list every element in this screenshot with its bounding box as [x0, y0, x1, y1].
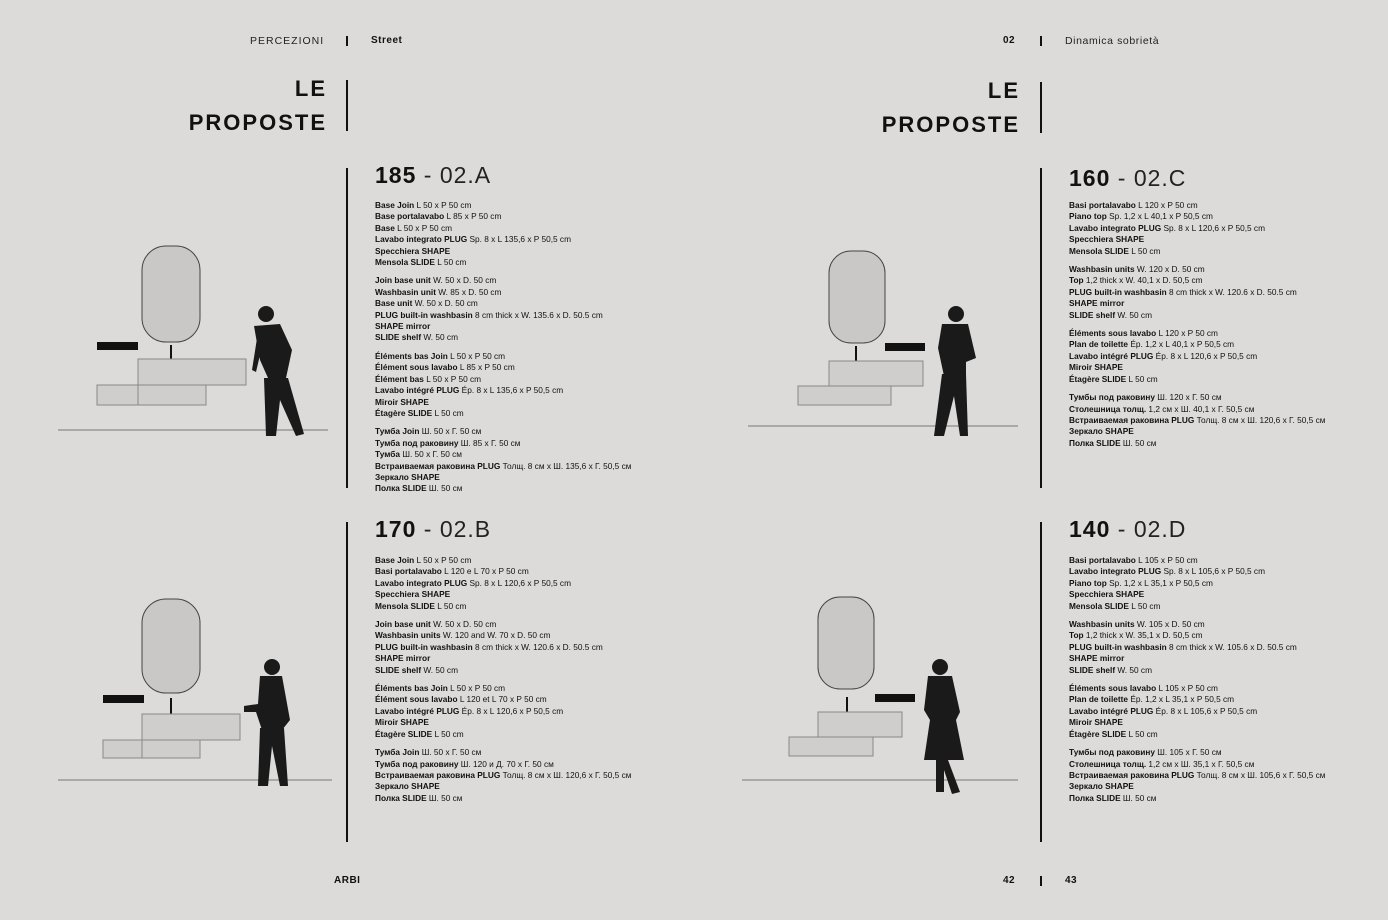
spec-item-name: Зеркало SHAPE: [1069, 781, 1134, 792]
heading-line-2: PROPOSTE: [188, 110, 327, 135]
spec-item-dims: W. 85 x D. 50 cm: [436, 286, 502, 297]
spec-item-name: PLUG built-in washbasin: [375, 309, 473, 320]
chapter-title: Dinamica sobrietà: [1065, 35, 1160, 47]
spec-item-name: Встраиваемая раковина PLUG: [375, 460, 501, 471]
spec-item-name: Тумбы под раковину: [1069, 392, 1155, 403]
spec-item-dims: L 50 cm: [432, 728, 464, 739]
spec-item-dims: 1,2 см x Ш. 35,1 x Г. 50,5 см: [1146, 758, 1255, 769]
spec-item-dims: L 50 cm: [1126, 728, 1158, 739]
code-separator: -: [423, 162, 433, 188]
spec-item-name: SHAPE mirror: [1069, 298, 1125, 309]
spec-item-name: Plan de toilette: [1069, 339, 1129, 350]
spec-item-dims: Sp. 1,2 x L 40,1 x P 50,5 cm: [1106, 211, 1213, 222]
spec-item-dims: W. 50 x D. 50 cm: [430, 275, 497, 286]
spec-item-name: Base unit: [375, 298, 413, 309]
spec-item-name: Piano top: [1069, 211, 1107, 222]
spec-item-dims: 1,2 thick x W. 35,1 x D. 50,5 cm: [1083, 630, 1203, 641]
spec-item-name: Lavabo integrato PLUG: [375, 577, 468, 588]
spec-item-dims: L 120 e L 70 x P 50 cm: [441, 566, 529, 577]
spec-item-name: Lavabo integrato PLUG: [1069, 222, 1162, 233]
spec-item-dims: Sp. 1,2 x L 35,1 x P 50,5 cm: [1106, 577, 1213, 588]
spec-item-dims: W. 50 x D. 50 cm: [412, 298, 478, 309]
spec-item-name: Miroir SHAPE: [375, 396, 429, 407]
spec-item-dims: Ш. 50 см: [426, 792, 463, 803]
spec-item-dims: L 50 x P 50 cm: [423, 373, 482, 384]
spec-item-name: SHAPE mirror: [375, 321, 431, 332]
spec-item-name: Élément bas: [375, 373, 424, 384]
spec-item-name: SHAPE mirror: [375, 653, 431, 664]
spec-item-dims: Ш. 120 x Г. 50 см: [1154, 392, 1222, 403]
spec-item-name: Встраиваемая раковина PLUG: [375, 769, 501, 780]
spec-item-name: Тумба: [375, 449, 401, 460]
spec-item-name: Élément sous lavabo: [375, 362, 458, 373]
spec-item-name: Washbasin units: [1069, 619, 1135, 630]
spec-item-name: Полка SLIDE: [1069, 792, 1121, 803]
spec-item-name: Étagère SLIDE: [1069, 373, 1127, 384]
spec-item-name: Washbasin unit: [375, 286, 436, 297]
spec-item-name: Washbasin units: [375, 630, 441, 641]
spec-item-dims: L 85 x P 50 cm: [444, 211, 502, 222]
spec-item-name: Join base unit: [375, 619, 431, 630]
spec-item-name: PLUG built-in washbasin: [1069, 286, 1167, 297]
spec-item-name: Élément sous lavabo: [375, 694, 458, 705]
heading-line-1: LE: [294, 76, 327, 101]
spec-item-name: Plan de toilette: [1069, 694, 1129, 705]
spec-item-name: Étagère SLIDE: [375, 728, 433, 739]
product-size: 170: [375, 516, 417, 542]
spec-item-dims: Ép. 1,2 x L 35,1 x P 50,5 cm: [1128, 694, 1235, 705]
section-title: Street: [371, 35, 403, 46]
spec-item-name: PLUG built-in washbasin: [375, 641, 473, 652]
spec-item-name: Полка SLIDE: [375, 792, 427, 803]
spec-item-name: SHAPE mirror: [1069, 653, 1125, 664]
spec-item-name: Lavabo intégré PLUG: [1069, 350, 1154, 361]
spec-item-name: Base Join: [375, 555, 415, 565]
section-label: PERCEZIONI: [250, 35, 325, 47]
spec-item-dims: Ш. 120 и Д. 70 x Г. 50 см: [458, 758, 554, 769]
spec-item-name: Lavabo intégré PLUG: [375, 385, 460, 396]
spec-item-name: Полка SLIDE: [1069, 437, 1121, 448]
spec-item-name: Тумбы под раковину: [1069, 747, 1155, 758]
spec-item-dims: W. 105 x D. 50 cm: [1134, 619, 1205, 630]
spec-item-dims: L 50 x P 50 cm: [447, 683, 506, 694]
spec-item-name: Mensola SLIDE: [375, 600, 435, 611]
spec-item-dims: L 50 cm: [1128, 600, 1161, 611]
spec-item-name: Éléments bas Join: [375, 350, 448, 361]
spec-item-dims: Ép. 8 x L 135,6 x P 50,5 cm: [459, 385, 564, 396]
spec-item-dims: Sp. 8 x L 105,6 x P 50,5 cm: [1161, 566, 1265, 577]
spec-item-name: SLIDE shelf: [375, 664, 422, 675]
spec-item-name: Piano top: [1069, 577, 1107, 588]
spec-item-name: Specchiera SHAPE: [375, 589, 451, 600]
product-size: 185: [375, 162, 417, 188]
brand-name: ARBI: [334, 875, 361, 886]
spec-item-name: Lavabo integrato PLUG: [375, 234, 468, 245]
spec-item-name: Join base unit: [375, 275, 431, 286]
code-separator: -: [1117, 516, 1127, 542]
spec-item-dims: L 50 x P 50 cm: [394, 222, 453, 233]
spec-item-name: Basi portalavabo: [1069, 200, 1136, 210]
spec-item-dims: L 50 cm: [1126, 373, 1158, 384]
spec-item-dims: Толщ. 8 см x Ш. 120,6 x Г. 50,5 см: [500, 769, 632, 780]
illustration-02c: [748, 251, 1018, 436]
spec-item-name: Éléments sous lavabo: [1069, 328, 1157, 339]
spec-item-name: Specchiera SHAPE: [375, 245, 451, 256]
product-size: 140: [1069, 516, 1111, 542]
heading-line-1: LE: [987, 78, 1020, 103]
spec-item-name: Полка SLIDE: [375, 483, 427, 494]
spec-item-dims: L 120 et L 70 x P 50 cm: [457, 694, 547, 705]
spec-item-name: SLIDE shelf: [375, 332, 422, 343]
spec-item-dims: Sp. 8 x L 120,6 x P 50,5 cm: [467, 577, 571, 588]
spec-item-name: Встраиваемая раковина PLUG: [1069, 414, 1195, 425]
spec-item-dims: Sp. 8 x L 135,6 x P 50,5 cm: [467, 234, 571, 245]
spec-item-name: Mensola SLIDE: [375, 257, 435, 268]
spec-item-dims: 8 cm thick x W. 120.6 x D. 50.5 cm: [1166, 286, 1297, 297]
spec-item-dims: L 50 x P 50 cm: [414, 555, 472, 565]
spec-item-name: Тумба под раковину: [375, 758, 459, 769]
code-separator: -: [423, 516, 433, 542]
footer-divider: [1040, 876, 1042, 886]
page-number-left: 42: [1003, 875, 1016, 886]
spec-item-name: Specchiera SHAPE: [1069, 234, 1145, 245]
spec-item-dims: Sp. 8 x L 120,6 x P 50,5 cm: [1161, 222, 1265, 233]
spec-item-name: Тумба Join: [375, 426, 420, 437]
spec-item-name: Lavabo intégré PLUG: [1069, 705, 1154, 716]
product-variant: 02.B: [439, 516, 492, 542]
spec-item-name: Top: [1069, 630, 1084, 641]
spec-item-name: Lavabo integrato PLUG: [1069, 566, 1162, 577]
product-variant: 02.D: [1133, 516, 1187, 542]
spec-item-dims: Толщ. 8 см x Ш. 120,6 x Г. 50,5 см: [1194, 414, 1326, 425]
spec-item-name: Miroir SHAPE: [375, 717, 429, 728]
spec-item-name: Зеркало SHAPE: [375, 471, 440, 482]
product-variant: 02.C: [1133, 165, 1187, 191]
spec-item-name: Miroir SHAPE: [1069, 717, 1123, 728]
spec-item-dims: W. 120 and W. 70 x D. 50 cm: [440, 630, 551, 641]
code-separator: -: [1117, 165, 1127, 191]
spec-item-dims: L 105 x P 50 cm: [1156, 683, 1218, 694]
spec-item-dims: Ш. 85 x Г. 50 см: [458, 437, 521, 448]
spec-item-dims: W. 50 x D. 50 cm: [430, 619, 497, 630]
spec-item-dims: L 105 x P 50 cm: [1135, 555, 1198, 565]
spec-item-name: Top: [1069, 275, 1084, 286]
spec-item-dims: L 50 cm: [1128, 245, 1161, 256]
spec-item-dims: W. 50 cm: [421, 332, 458, 343]
spec-item-dims: Ép. 1,2 x L 40,1 x P 50,5 cm: [1128, 339, 1235, 350]
spec-item-dims: L 120 x P 50 cm: [1156, 328, 1218, 339]
spec-item-dims: Ш. 50 см: [1120, 437, 1157, 448]
illustration-02a: [58, 246, 328, 436]
spec-item-dims: W. 50 cm: [1115, 664, 1152, 675]
spec-item-dims: L 50 cm: [434, 257, 467, 268]
chapter-number: 02: [1003, 35, 1016, 46]
spec-item-dims: Толщ. 8 см x Ш. 135,6 x Г. 50,5 см: [500, 460, 632, 471]
spec-item-name: Basi portalavabo: [1069, 555, 1136, 565]
spec-item-dims: Ш. 105 x Г. 50 см: [1154, 747, 1222, 758]
spec-item-dims: 8 cm thick x W. 135.6 x D. 50.5 cm: [472, 309, 603, 320]
spec-item-name: PLUG built-in washbasin: [1069, 641, 1167, 652]
spec-item-name: Base Join: [375, 200, 415, 210]
illustration-02d: [742, 597, 1018, 794]
illustration-02b: [58, 599, 332, 786]
spec-item-dims: Ш. 50 см: [1120, 792, 1157, 803]
spec-item-dims: L 120 x P 50 cm: [1135, 200, 1198, 210]
spec-item-dims: L 50 cm: [434, 600, 467, 611]
spec-item-dims: Ép. 8 x L 120,6 x P 50,5 cm: [1153, 350, 1258, 361]
product-size: 160: [1069, 165, 1111, 191]
page-number-right: 43: [1065, 875, 1078, 886]
spec-item-name: Éléments bas Join: [375, 683, 448, 694]
spec-item-name: Étagère SLIDE: [375, 407, 433, 418]
spec-item-name: Miroir SHAPE: [1069, 362, 1123, 373]
spec-item-dims: 1,2 см x Ш. 40,1 x Г. 50,5 см: [1146, 403, 1255, 414]
spec-item-name: Mensola SLIDE: [1069, 245, 1129, 256]
spec-item-dims: W. 120 x D. 50 cm: [1134, 264, 1205, 275]
spec-item-name: Éléments sous lavabo: [1069, 683, 1157, 694]
spec-item-name: Тумба Join: [375, 747, 420, 758]
product-variant: 02.A: [439, 162, 492, 188]
spec-item-dims: Ш. 50 x Г. 50 см: [419, 747, 482, 758]
spec-item-dims: W. 50 cm: [421, 664, 458, 675]
spec-item-name: Столешница толщ.: [1069, 403, 1147, 414]
spec-item-name: Mensola SLIDE: [1069, 600, 1129, 611]
spec-item-name: Étagère SLIDE: [1069, 728, 1127, 739]
spec-item-name: Зеркало SHAPE: [375, 781, 440, 792]
spec-item-dims: L 50 x P 50 cm: [447, 350, 506, 361]
spec-item-dims: Ép. 8 x L 105,6 x P 50,5 cm: [1153, 705, 1258, 716]
spec-item-name: Столешница толщ.: [1069, 758, 1147, 769]
spec-item-dims: W. 50 cm: [1115, 309, 1152, 320]
spec-item-dims: L 50 cm: [432, 407, 464, 418]
spec-item-dims: 1,2 thick x W. 40,1 x D. 50,5 cm: [1083, 275, 1203, 286]
spec-item-name: Встраиваемая раковина PLUG: [1069, 769, 1195, 780]
spec-item-dims: L 50 x P 50 cm: [414, 200, 472, 210]
spec-item-name: Lavabo intégré PLUG: [375, 705, 460, 716]
spec-item-dims: Ш. 50 x Г. 50 см: [400, 449, 463, 460]
spec-item-name: Base: [375, 222, 395, 233]
spec-item-dims: Толщ. 8 см x Ш. 105,6 x Г. 50,5 см: [1194, 769, 1326, 780]
spec-item-dims: 8 cm thick x W. 120.6 x D. 50.5 cm: [472, 641, 603, 652]
spec-item-dims: Ш. 50 см: [426, 483, 463, 494]
spec-item-name: Washbasin units: [1069, 264, 1135, 275]
spec-item-name: Зеркало SHAPE: [1069, 426, 1134, 437]
heading-line-2: PROPOSTE: [881, 112, 1020, 137]
spec-item-name: Тумба под раковину: [375, 437, 459, 448]
spec-item-name: SLIDE shelf: [1069, 309, 1116, 320]
spec-item-name: Basi portalavabo: [375, 566, 442, 577]
spec-item-dims: Ép. 8 x L 120,6 x P 50,5 cm: [459, 705, 564, 716]
spec-item-name: Base portalavabo: [375, 211, 445, 222]
spec-item-dims: L 85 x P 50 cm: [457, 362, 515, 373]
spec-item-name: Specchiera SHAPE: [1069, 589, 1145, 600]
spec-item-dims: 8 cm thick x W. 105.6 x D. 50.5 cm: [1166, 641, 1297, 652]
spec-item-dims: Ш. 50 x Г. 50 см: [419, 426, 482, 437]
spec-item-name: SLIDE shelf: [1069, 664, 1116, 675]
